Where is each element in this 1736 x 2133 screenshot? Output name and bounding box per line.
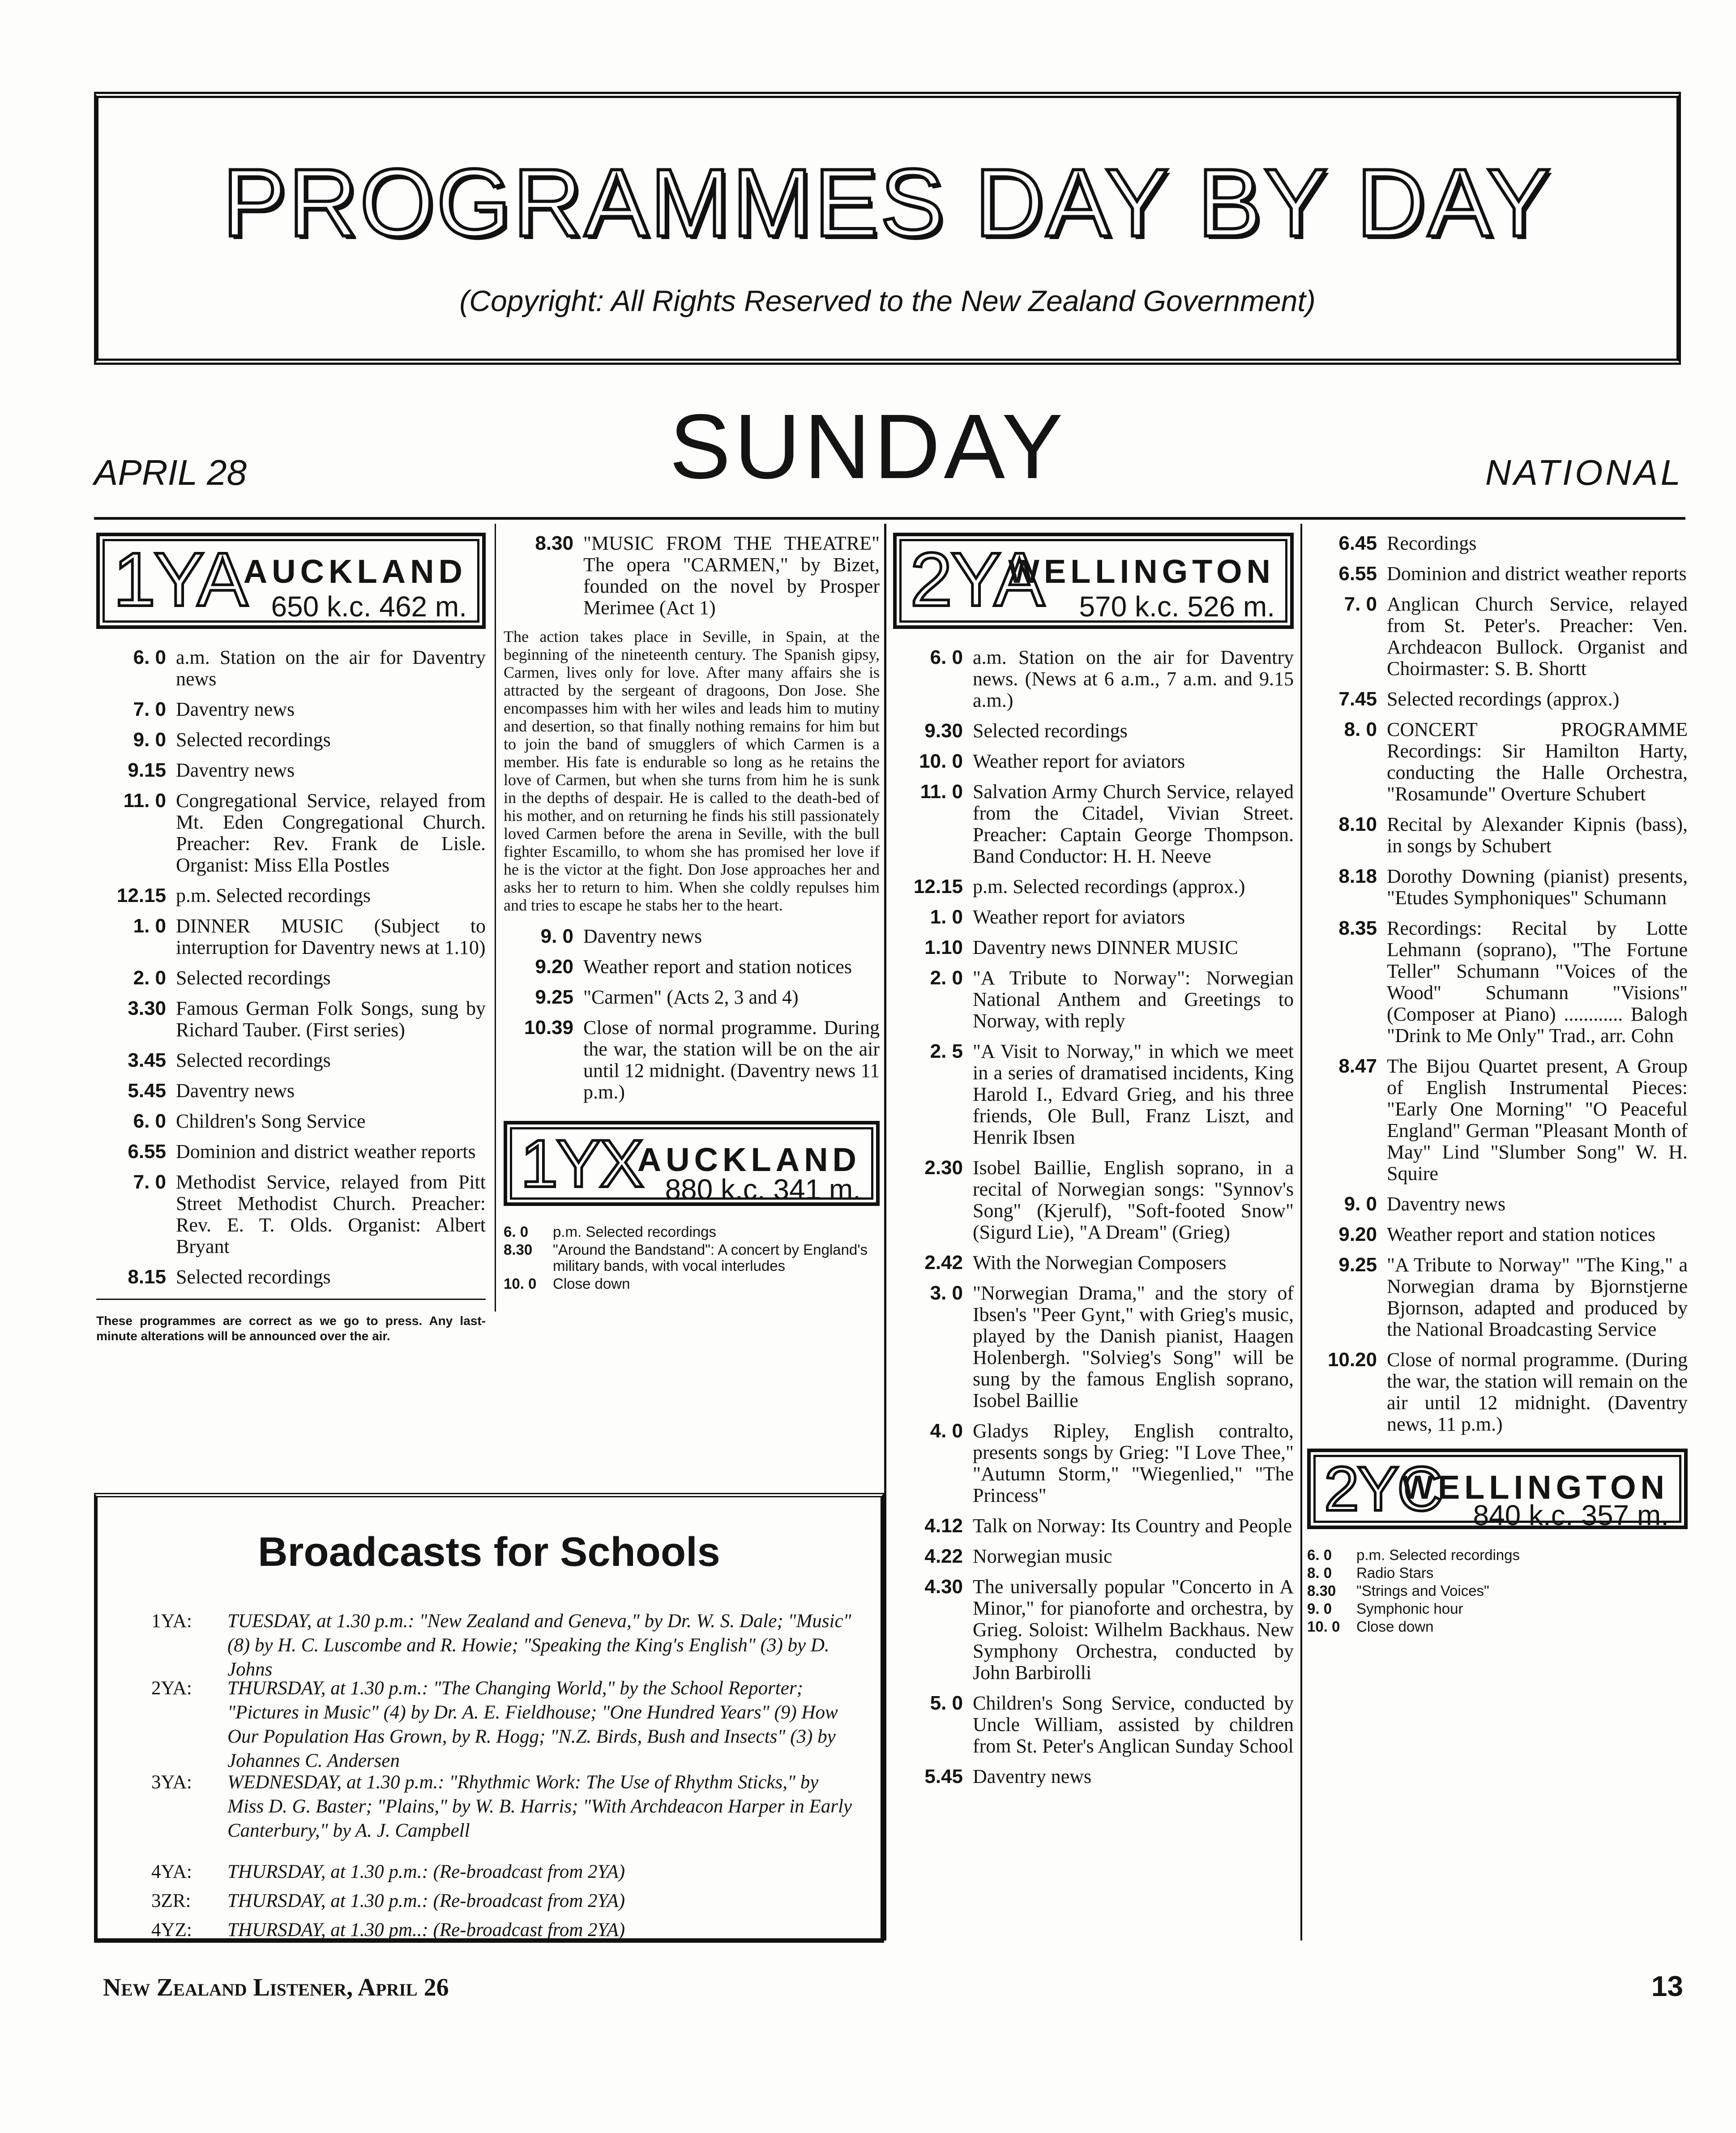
entry-time: 1. 0 [930,906,963,928]
programme-entry [1307,594,1688,680]
entry-time: 2. 5 [930,1040,963,1062]
day-title: SUNDAY [669,395,1067,498]
entry-time: 3.45 [128,1049,166,1071]
entry-time: 10. 0 [919,750,963,772]
entry-time: 7. 0 [133,698,166,720]
programme-entry [893,1420,1294,1506]
entry-time: 9. 0 [540,925,573,947]
programme-entry [96,647,486,690]
entry-time: 6. 0 [1307,1547,1332,1563]
programme-entry [1307,918,1688,1047]
programme-entry [96,790,486,876]
programme-entry [96,1111,486,1132]
entry-text: Dominion and district weather reports [1387,563,1687,585]
programme-entry [1307,1254,1688,1340]
school-station: 3ZR: [151,1890,191,1911]
entry-time: 8.35 [1338,917,1377,939]
entry-text: "MUSIC FROM THE THEATRE" The opera "CARMEN," by Bizet, founded on the novel by Prosper Merimee (Act 1) [583,532,880,619]
publication-footer: New Zealand Listener, April 26 [103,1974,449,2001]
programme-entry [893,1546,1294,1567]
programme-entry [96,699,486,720]
entry-text: Isobel Baillie, English soprano, in a recital of Norwegian songs: "Synnov's Song" (Kjerulf), "Soft-footed Snow" (Sigurd Lie), "A Dream" (Grieg) [973,1157,1294,1243]
entry-time: 8.10 [1338,813,1377,835]
entry-text: Selected recordings [176,1266,331,1288]
programme-entry [893,876,1294,898]
programme-entry [893,781,1294,867]
programme-entry [504,1017,880,1103]
entry-text: Recital by Alexander Kipnis (bass), in songs by Schubert [1387,813,1688,857]
programme-entry [1307,1349,1688,1435]
programme-entry [504,1276,880,1292]
page-title: PROGRAMMES DAY BY DAY [222,149,1553,256]
entry-time: 1. 0 [133,915,166,937]
entry-time: 8.30 [535,532,573,554]
programme-entry [96,1171,486,1257]
programme-entry [893,720,1294,742]
entry-text: Dominion and district weather reports [176,1141,476,1163]
programme-entry [1307,1056,1688,1184]
entry-time: 2.30 [924,1157,963,1179]
station-box-2yc [1307,1449,1688,1529]
entry-text: Talk on Norway: Its Country and People [973,1515,1292,1537]
column-2ya [893,533,1294,1796]
programme-entry [1307,1583,1688,1599]
column-carmen [504,533,880,1294]
programme-entry [504,956,880,978]
programme-entry [96,967,486,989]
entry-time: 11. 0 [920,781,963,803]
entry-time: 2.42 [924,1252,963,1274]
center-column-divider [884,524,886,1941]
programme-entry [893,1515,1294,1537]
school-broadcast-row [151,1889,858,1913]
entry-time: 6. 0 [133,1110,166,1132]
entry-text: Children's Song Service [176,1110,366,1132]
school-schedule: TUESDAY, at 1.30 p.m.: "New Zealand and Geneva," by Dr. W. S. Dale; "Music" (8) by H. C. Luscombe and R. Howie; "Speaking the King's English" (3) by D. Johns [227,1611,851,1680]
entry-text: Radio Stars [1356,1564,1434,1581]
entry-time: 9. 0 [1307,1600,1332,1617]
programme-list-small [504,1224,880,1292]
programme-entry [893,1693,1294,1757]
programme-entry [96,915,486,958]
header-rule [94,517,1685,520]
school-schedule: THURSDAY, at 1.30 p.m.: (Re-broadcast from 2YA) [227,1890,625,1911]
entry-time: 9.15 [128,759,166,781]
station-city: WELLINGTON [1402,1469,1669,1506]
entry-text: Selected recordings [973,720,1128,742]
school-station: 1YA: [151,1611,192,1632]
entry-text: Norwegian music [973,1545,1112,1567]
programme-entry [893,937,1294,958]
entry-text: Weather report for aviators [973,750,1185,772]
entry-time: 6.45 [1338,532,1377,554]
entry-time: 4.30 [924,1576,963,1598]
entry-time: 11. 0 [123,790,166,812]
entry-text: Selected recordings [176,967,331,989]
entry-time: 4. 0 [930,1420,963,1442]
entry-text: p.m. Selected recordings [553,1223,717,1240]
entry-text: Daventry news [583,925,702,947]
entry-text: p.m. Selected recordings (approx.) [973,876,1245,898]
entry-time: 9.25 [1338,1254,1377,1276]
entry-time: 8. 0 [1307,1564,1332,1581]
entry-text: Selected recordings [176,1049,331,1071]
entry-time: 5.45 [128,1080,166,1102]
entry-text: Salvation Army Church Service, relayed from the Citadel, Vivian Street. Preacher: Captain George Thompson. Band Conductor: H. H. Neeve [973,781,1294,867]
programme-entry [893,1766,1294,1787]
entry-time: 9.30 [924,720,963,742]
entry-text: Famous German Folk Songs, sung by Richard Tauber. (First series) [176,997,486,1041]
programme-entry [1307,1547,1688,1563]
entry-time: 7. 0 [1344,593,1377,615]
station-frequency: 880 k.c. 341 m. [665,1173,861,1205]
programme-entry [893,1041,1294,1148]
station-frequency: 570 k.c. 526 m. [1079,590,1275,623]
left-column-divider [495,524,496,1312]
column-2ya-evening [1307,533,1688,1637]
entry-text: The Bijou Quartet present, A Group of English Instrumental Pieces: "Early One Morning" "O Peaceful England" German "Pleasant Month of May" Lind "Slumber Song" W. H. Squire [1387,1055,1688,1184]
entry-time: 1.10 [924,936,963,958]
entry-time: 7.45 [1338,688,1377,710]
programme-entry [1307,1193,1688,1215]
programme-entry [96,760,486,781]
entry-time: 6. 0 [133,646,166,668]
entry-text: Methodist Service, relayed from Pitt Street Methodist Church. Preacher: Rev. E. T. Olds. Organist: Albert Bryant [176,1171,486,1257]
school-schedule: THURSDAY, at 1.30 p.m.: "The Changing World," by the School Reporter; "Pictures in Music" (4) by Dr. A. E. Fieldhouse; "One Hundred Years" (9) How Our Population Has Grown, by R. Hogg; "N.Z. Birds, Bush and Insects" (3) by Johannes C. Andersen [227,1678,838,1771]
entry-time: 8.18 [1338,865,1377,887]
entry-text: CONCERT PROGRAMME Recordings: Sir Hamilton Harty, conducting the Halle Orchestra, "Rosamunde" Overture Schubert [1387,718,1688,805]
station-code: 1YA [113,537,246,622]
station-code: 2YC [1324,1453,1441,1524]
entry-text: Symphonic hour [1356,1600,1463,1617]
school-schedule: WEDNESDAY, at 1.30 p.m.: "Rhythmic Work: The Use of Rhythm Sticks," by Miss D. G. Baster; "Plains," by W. B. Harris; "With Archdeacon Harper in Early Canterbury," by A. J. Campbell [227,1772,852,1841]
station-box-1yx [504,1121,880,1206]
programme-entry [893,1252,1294,1274]
programme-entry [893,967,1294,1032]
school-schedule: THURSDAY, at 1.30 p.m.: (Re-broadcast from 2YA) [227,1861,625,1882]
programme-entry [96,1080,486,1102]
programme-entry [1307,1565,1688,1581]
programme-entry [893,1157,1294,1243]
school-schedule: THURSDAY, at 1.30 pm..: (Re-broadcast from 2YA) [227,1919,625,1941]
entry-text: "A Visit to Norway," in which we meet in a series of dramatised incidents, King Harold I., Edvard Grieg, and his three friends, Ole Bull, Franz Liszt, and Henrik Ibsen [973,1040,1294,1148]
entry-time: 10.39 [524,1017,573,1039]
entry-time: 10.20 [1327,1349,1377,1371]
entry-text: Weather report for aviators [973,906,1185,928]
programme-entry [1307,1224,1688,1245]
programme-entry [96,1050,486,1071]
right-column-divider [1300,524,1302,1941]
entry-time: 8.47 [1338,1055,1377,1077]
entry-text: a.m. Station on the air for Daventry news. (News at 6 a.m., 7 a.m. and 9.15 a.m.) [973,646,1294,711]
entry-time: 9. 0 [1344,1193,1377,1215]
entry-text: "Strings and Voices" [1356,1582,1489,1599]
entry-time: 12.15 [116,885,166,906]
station-city: WELLINGTON [1008,553,1275,590]
entry-text: p.m. Selected recordings [176,885,371,906]
programme-entry [1307,1601,1688,1617]
entry-text: Selected recordings [176,729,331,751]
entry-text: DINNER MUSIC (Subject to interruption for Daventry news at 1.10) [176,915,486,958]
page-number: 13 [1651,1970,1683,2002]
station-code: 2YA [910,537,1043,622]
entry-time: 9.20 [1338,1223,1377,1245]
programme-entry [893,1576,1294,1684]
entry-text: Weather report and station notices [1387,1223,1656,1245]
entry-text: Daventry news [176,698,295,720]
programme-entry [96,729,486,751]
programme-entry [1307,866,1688,909]
entry-text: Daventry news [1387,1193,1506,1215]
entry-time: 8.30 [504,1241,533,1258]
entry-text: p.m. Selected recordings [1356,1547,1520,1563]
entry-text: "Carmen" (Acts 2, 3 and 4) [583,986,799,1008]
entry-time: 3.30 [128,997,166,1019]
entry-time: 8.30 [1307,1582,1336,1599]
station-city: AUCKLAND [243,553,467,590]
programme-entry [893,751,1294,772]
copyright-notice: (Copyright: All Rights Reserved to the New Zealand Government) [459,284,1316,317]
entry-text: Anglican Church Service, relayed from St. Peter's. Preacher: Ven. Archdeacon Bullock. Organist and Choirmaster: S. B. Shortt [1387,593,1688,680]
programme-entry [1307,814,1688,857]
station-frequency: 840 k.c. 357 m. [1473,1499,1669,1531]
programme-list [1307,533,1688,1435]
opera-synopsis: The action takes place in Seville, in Spain, at the beginning of the nineteenth century. The Spanish gipsy, Carmen, lives only for love. After many affairs she is attracted by the sergeant of dragoons, Don Jose. She encompasses him with her wiles and leads him to mutiny and desertion, so that finally nothing remains for him but to join the band of smugglers of which Carmen is a member. His fate is endurable so long as he retains the love of Carmen, but when she turns from him he is sunk in the depths of despair. He is called to the death-bed of his mother, and on returning he finds his still passionately loved Carmen before the arena in Seville, with the bull fighter Escamillo, to whom she has promised her love if he is the victor at the fight. Don Jose approaches her and asks her to return to him. When she coldly repulses him and tries to escape he stabs her to the heart. [504,628,880,914]
entry-time: 12.15 [913,876,963,898]
entry-text: "Norwegian Drama," and the story of Ibsen's "Peer Gynt," with Grieg's music, played by the Danish pianist, Haagen Holenbergh. "Solvieg's Song" will be sung by the famous English soprano, Isobel Baillie [973,1282,1294,1411]
school-broadcast-row [151,1609,858,1682]
school-station: 4YA: [151,1861,192,1882]
entry-time: 5.45 [924,1765,963,1787]
programme-list-small [1307,1547,1688,1635]
schools-title: Broadcasts for Schools [258,1529,720,1575]
entry-time: 6. 0 [930,646,963,668]
station-box-2ya [893,533,1294,629]
programme-entry [1307,1619,1688,1635]
programme-list [504,926,880,1103]
programme-entry [1307,688,1688,710]
entry-time: 3. 0 [930,1282,963,1304]
entry-text: Selected recordings (approx.) [1387,688,1620,710]
station-code: 1YX [521,1126,642,1201]
entry-text: Daventry news DINNER MUSIC [973,936,1238,958]
programme-entry [1307,719,1688,805]
entry-text: Congregational Service, relayed from Mt. Eden Congregational Church. Preacher: Rev. Frank de Lisle. Organist: Miss Ella Postles [176,790,486,876]
entry-time: 9.25 [535,986,573,1008]
entry-time: 6.55 [1338,563,1377,585]
date-label: APRIL 28 [94,453,247,492]
entry-time: 5. 0 [930,1692,963,1714]
entry-time: 2. 0 [133,967,166,989]
alteration-note: These programmes are correct as we go to press. Any last-minute alterations will be announced over the air. [96,1314,486,1343]
divider [96,1299,486,1300]
entry-text: Daventry news [973,1765,1092,1787]
section-label: NATIONAL [1485,453,1683,492]
entry-time: 10. 0 [504,1275,537,1292]
entry-time: 8. 0 [1344,718,1377,740]
programme-entry [96,1141,486,1163]
entry-text: "A Tribute to Norway": Norwegian National Anthem and Greetings to Norway, with reply [973,967,1294,1032]
school-broadcast-row [151,1918,858,1942]
programme-list [893,647,1294,1787]
school-broadcast-row [151,1676,858,1773]
schools-box [94,1493,884,1943]
programme-entry [504,533,880,619]
entry-text: Close down [553,1275,630,1292]
programme-entry [893,1282,1294,1411]
entry-text: "A Tribute to Norway" "The King," a Norwegian drama by Bjornstjerne Bjornson, adapted and produced by the National Broadcasting Service [1387,1254,1688,1340]
entry-time: 9. 0 [133,729,166,751]
entry-time: 6. 0 [504,1223,529,1240]
column-1yа [96,533,486,1344]
entry-text: Dorothy Downing (pianist) presents, "Etudes Symphoniques" Schumann [1387,865,1688,909]
station-frequency: 650 k.c. 462 m. [271,590,467,623]
entry-text: Daventry news [176,1080,295,1102]
entry-time: 9.20 [535,956,573,978]
programme-entry [893,647,1294,711]
programme-entry [1307,563,1688,585]
entry-text: Close down [1356,1618,1434,1635]
entry-time: 10. 0 [1307,1618,1340,1635]
programme-entry [504,987,880,1008]
entry-time: 4.22 [924,1545,963,1567]
programme-entry [893,906,1294,928]
programme-entry [504,926,880,947]
entry-time: 2. 0 [930,967,963,989]
programme-entry [96,885,486,906]
entry-text: The universally popular "Concerto in A Minor," for pianoforte and orchestra, by Grieg. Soloist: Wilhelm Backhaus. New Symphony Orchestra, conducted by John Barbirolli [973,1576,1294,1684]
programme-list [96,647,486,1288]
school-broadcast-row [151,1860,858,1884]
school-station: 4YZ: [151,1919,192,1941]
entry-time: 7. 0 [133,1171,166,1193]
entry-time: 4.12 [924,1515,963,1537]
programme-entry [1307,533,1688,554]
station-box-1ya [96,533,486,629]
entry-text: Daventry news [176,759,295,781]
station-city: AUCKLAND [637,1141,861,1178]
entry-text: Close of normal programme. (During the war, the station will remain on the air until 12 midnight. (Daventry news, 11 p.m.) [1387,1349,1688,1435]
programme-entry [96,1266,486,1288]
entry-text: Children's Song Service, conducted by Uncle William, assisted by children from St. Peter's Anglican Sunday School [973,1692,1294,1757]
entry-text: Recordings [1387,532,1477,554]
entry-text: a.m. Station on the air for Daventry news [176,646,486,690]
header-banner-box [94,92,1681,365]
entry-text: Recordings: Recital by Lotte Lehmann (soprano), "The Fortune Teller" Schumann "Voices of the Wood" Schumann "Visions" (Composer at Piano) ............ Balogh "Drink to Me Only" Trad., arr. Cohn [1387,917,1688,1047]
entry-text: With the Norwegian Composers [973,1252,1227,1274]
programme-entry [504,1242,880,1274]
programme-entry [96,998,486,1041]
school-broadcast-row [151,1770,858,1843]
entry-text: Weather report and station notices [583,956,852,978]
entry-text: Gladys Ripley, English contralto, presents songs by Grieg: "I Love Thee," "Autumn Storm," "Wiegenlied," "The Princess" [973,1420,1294,1506]
entry-text: Close of normal programme. During the war, the station will be on the air until 12 midnight. (Daventry news 11 p.m.) [583,1017,880,1103]
entry-text: "Around the Bandstand": A concert by England's military bands, with vocal interludes [553,1241,868,1274]
entry-time: 6.55 [128,1141,166,1163]
entry-time: 8.15 [128,1266,166,1288]
school-station: 2YA: [151,1678,192,1699]
school-station: 3YA: [151,1772,192,1793]
programme-entry [504,1224,880,1240]
